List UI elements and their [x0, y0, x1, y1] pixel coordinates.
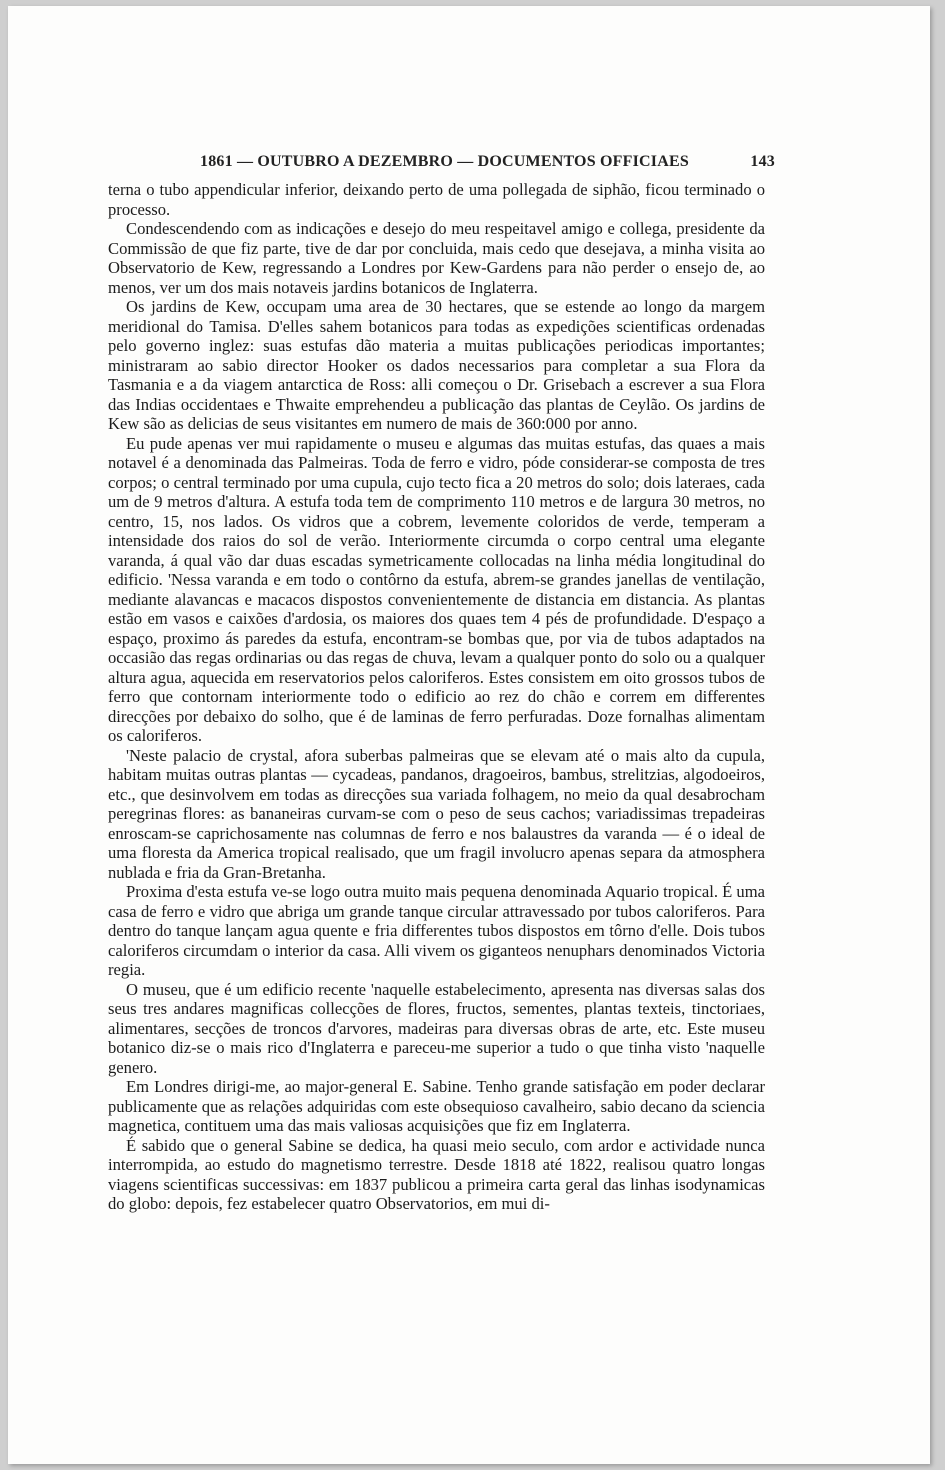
paragraph: Em Londres dirigi-me, ao major-general E. Sabine. Tenho grande satisfação em poder declarar publicamente que as relações adquiridas com este obsequioso cavalheiro, sabio decano da sciencia magnetica, contituem uma das mais valiosas acquisições que fiz em Inglaterra. [108, 1077, 765, 1135]
paragraph: terna o tubo appendicular inferior, deixando perto de uma pollegada de siphão, ficou terminado o processo. [108, 180, 765, 219]
body-text [108, 180, 765, 1214]
paragraph: É sabido que o general Sabine se dedica, ha quasi meio seculo, com ardor e actividade nunca interrompida, ao estudo do magnetismo terrestre. Desde 1818 até 1822, realisou quatro longas viagens scientificas successivas: em 1837 publicou a primeira carta geral das linhas isodynamicas do globo: depois, fez estabelecer quatro Observatorios, em mui di- [108, 1135, 765, 1213]
paragraph: Proxima d'esta estufa ve-se logo outra muito mais pequena denominada Aquario tropical. É uma casa de ferro e vidro que abriga um grande tanque circular attravessado por tubos caloriferos. Para dentro do tanque lançam agua quente e fria differentes tubos dispostos em tôrno d'elle. Dois tubos caloriferos circumdam o interior da casa. Alli vivem os giganteos nenuphars denominados Victoria regia. [108, 882, 765, 979]
paragraph: Os jardins de Kew, occupam uma area de 30 hectares, que se estende ao longo da margem meridional do Tamisa. D'elles sahem botanicos para todas as expedições scientificas ordenadas pelo governo inglez: suas estufas dão materia a muitas publicações periodicas importantes; ministraram ao sabio director Hooker os dados necessarios para completar a sua Flora da Tasmania e a da viagem antarctica de Ross: alli começou o Dr. Grisebach a escrever a sua Flora das Indias occidentaes e Thwaite emprehendeu a publicação das plantas de Ceylão. Os jardins de Kew são as delicias de seus visitantes em numero de mais de 360:000 por anno. [108, 297, 765, 433]
paragraph: Condescendendo com as indicações e desejo do meu respeitavel amigo e collega, presidente da Commissão de que fiz parte, tive de dar por concluida, mais cedo que desejava, a minha visita ao Observatorio de Kew, regressando a Londres por Kew-Gardens para não perder o ensejo de, ao menos, ver um dos mais notaveis jardins botanicos de Inglaterra. [108, 219, 765, 297]
header-title: 1861 — OUTUBRO A DEZEMBRO — DOCUMENTOS OFFICIAES [200, 153, 689, 170]
paragraph: Eu pude apenas ver mui rapidamente o museu e algumas das muitas estufas, das quaes a mais notavel é a denominada das Palmeiras. Toda de ferro e vidro, póde considerar-se composta de tres corpos; o central terminado por uma cupula, cujo tecto fica a 20 metros do solo; dois lateraes, cada um de 9 metros d'altura. A estufa toda tem de comprimento 110 metros e de largura 30 metros, no centro, 15, nos lados. Os vidros que a cobrem, levemente coloridos de verde, temperam a intensidade dos raios do sol de verão. Interiormente circumda o corpo central uma elegante varanda, á qual vão dar duas escadas symetricamente collocadas na linha média longitudinal do edificio. 'Nessa varanda e em todo o contôrno da estufa, abrem-se grandes janellas de ventilação, mediante alavancas e macacos dispostos convenientemente de distancia em distancia. As plantas estão em vasos e caixões d'ardosia, os maiores dos quaes tem 4 pés de profundidade. D'espaço a espaço, proximo ás paredes da estufa, encontram-se bombas que, por via de tubos adaptados na occasião das regas ordinarias ou das regas de chuva, levam a qualquer ponto do solo ou a qualquer altura agua, aquecida em reservatorios pelos caloriferos. Estes consistem em oito grossos tubos de ferro que contornam interiormente todo o edificio ao rez do chão e correm em differentes direcções por debaixo do solho, que é de laminas de ferro perfuradas. Doze fornalhas alimentam os caloriferos. [108, 433, 765, 745]
paragraph: O museu, que é um edificio recente 'naquelle estabelecimento, apresenta nas diversas salas dos seus tres andares magnificas collecções de flores, fructos, sementes, plantas texteis, tinctoriaes, alimentares, secções de troncos d'arvores, madeiras para diversas obras de arte, etc. Este museu botanico diz-se o mais rico d'Inglaterra e pareceu-me superior a tudo o que tinha visto 'naquelle genero. [108, 979, 765, 1077]
page-number: 143 [750, 153, 775, 170]
paragraph: 'Neste palacio de crystal, afora suberbas palmeiras que se elevam até o mais alto da cupula, habitam muitas outras plantas — cycadeas, pandanos, dragoeiros, bambus, strelitzias, algodoeiros, etc., que desinvolvem em todas as direcções sua variada folhagem, no meio da qual desabrocham peregrinas flores: as bananeiras curvam-se com o peso de seus cachos; variadissimas trepadeiras enroscam-se caprichosamente nas columnas de ferro e nos balaustres da varanda — é o ideal de uma floresta da America tropical realisado, que um fragil involucro apenas separa da atmosphera nublada e fria da Gran-Bretanha. [108, 745, 765, 882]
